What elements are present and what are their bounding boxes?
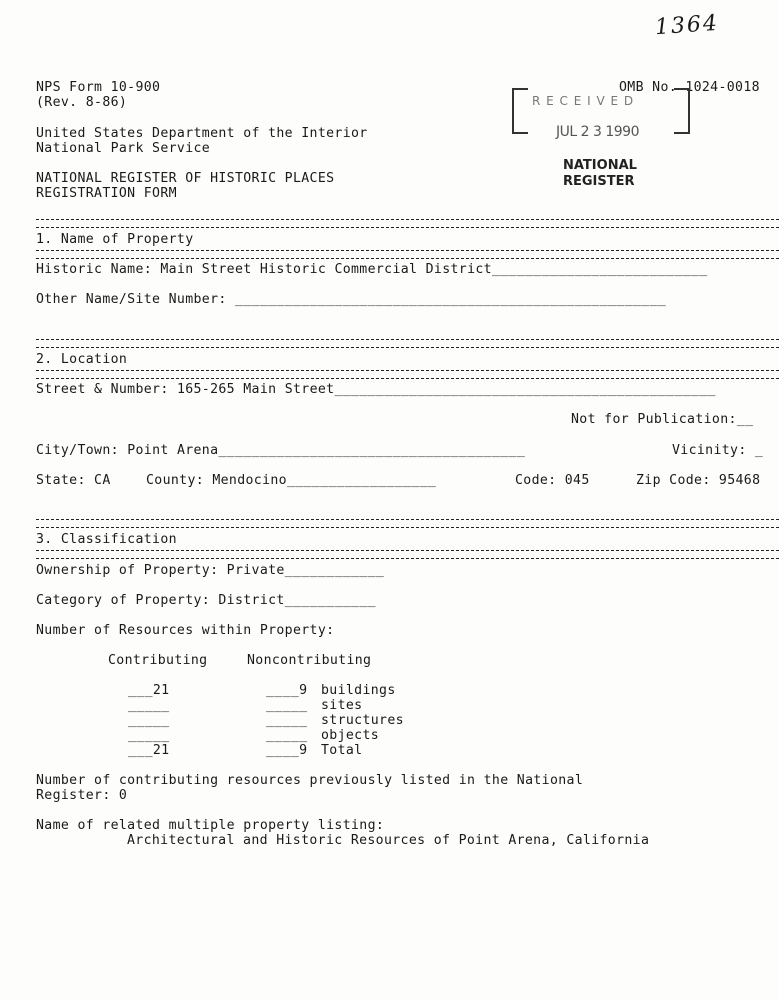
zip-label: Zip Code: <box>636 473 711 488</box>
stamp-national: NATIONAL <box>563 158 637 173</box>
resources-label: Number of Resources within Property: <box>36 623 335 638</box>
related-listing-label: Name of related multiple property listing: <box>36 818 385 833</box>
section-divider <box>36 250 779 259</box>
resource-type: Total <box>321 743 363 758</box>
noncontributing-count: _____ <box>266 713 308 728</box>
omb-number: OMB No. 1024-0018 <box>619 80 760 95</box>
section-divider <box>36 370 779 379</box>
contributing-count: _____ <box>128 698 170 713</box>
contributing-count: ___21 <box>128 683 170 698</box>
contributing-count: _____ <box>128 728 170 743</box>
zip-value: 95468 <box>718 473 761 488</box>
stamp-bracket-right <box>674 88 690 134</box>
section-3-heading: 3. Classification <box>36 532 177 547</box>
historic-name-label: Historic Name: <box>36 262 153 277</box>
street-label: Street & Number: <box>36 382 169 397</box>
not-for-publication: Not for Publication:__ <box>571 412 754 427</box>
stamp-bracket-left <box>512 88 528 134</box>
county-value: Mendocino <box>212 473 287 488</box>
street-value: 165-265 Main Street <box>176 382 335 397</box>
zip-field-clip <box>636 473 779 491</box>
column-contributing: Contributing <box>108 653 208 668</box>
column-noncontributing: Noncontributing <box>247 653 372 668</box>
form-revision: (Rev. 8-86) <box>36 95 128 110</box>
city-label: City/Town: <box>36 443 119 458</box>
state-field <box>36 473 111 489</box>
form-number: NPS Form 10-900 <box>36 80 161 95</box>
contributing-count: ___21 <box>128 743 170 758</box>
resource-type: buildings <box>321 683 396 698</box>
city-value: Point Arena <box>127 443 219 458</box>
zip-field <box>636 473 760 489</box>
section-divider <box>36 519 779 528</box>
handwritten-number: 1364 <box>654 10 720 41</box>
category-field: Category of Property: District___________ <box>36 593 376 608</box>
register-title: NATIONAL REGISTER OF HISTORIC PLACES <box>36 171 335 186</box>
vicinity-field: Vicinity: _ <box>672 443 764 458</box>
section-1-heading: 1. Name of Property <box>36 232 194 247</box>
street-field: Street & Number: 165-265 Main Street______________________________________________ <box>36 382 716 397</box>
resource-type: objects <box>321 728 380 743</box>
historic-name-value: Main Street Historic Commercial District <box>160 262 492 277</box>
section-2-heading: 2. Location <box>36 352 128 367</box>
section-divider <box>36 550 779 559</box>
other-name-field: Other Name/Site Number: ____________________________________________________ <box>36 292 667 307</box>
historic-name-field: Historic Name: Main Street Historic Commercial District__________________________ <box>36 262 708 277</box>
service-name: National Park Service <box>36 141 211 156</box>
city-field: City/Town: Point Arena_____________________________________ <box>36 443 526 458</box>
resource-type: structures <box>321 713 404 728</box>
stamp-received-text: R E C E I V E D <box>532 94 635 108</box>
noncontributing-count: ____9 <box>266 683 308 698</box>
code-value: 045 <box>564 473 590 488</box>
state-label: State: <box>36 473 86 488</box>
section-divider <box>36 219 779 228</box>
category-value: District <box>218 593 285 608</box>
county-label: County: <box>146 473 205 488</box>
form-title: REGISTRATION FORM <box>36 186 177 201</box>
section-divider <box>36 339 779 348</box>
noncontributing-count: _____ <box>266 698 308 713</box>
other-name-label: Other Name/Site Number: <box>36 292 227 307</box>
contributing-count: _____ <box>128 713 170 728</box>
related-listing-value: Architectural and Historic Resources of Point Arena, California <box>127 833 650 848</box>
stamp-date: JUL 2 3 1990 <box>556 124 639 140</box>
category-label: Category of Property: <box>36 593 211 608</box>
resource-type: sites <box>321 698 363 713</box>
noncontributing-count: _____ <box>266 728 308 743</box>
previously-listed-line-2: Register: 0 <box>36 788 128 803</box>
state-value: CA <box>94 473 111 488</box>
previously-listed-line-1: Number of contributing resources previously listed in the National <box>36 773 584 788</box>
noncontributing-count: ____9 <box>266 743 308 758</box>
county-field: County: Mendocino__________________ <box>146 473 437 488</box>
code-label: Code: <box>515 473 557 488</box>
ownership-field: Ownership of Property: Private____________ <box>36 563 385 578</box>
department-name: United States Department of the Interior <box>36 126 368 141</box>
ownership-value: Private <box>226 563 285 578</box>
code-field <box>515 473 590 489</box>
ownership-label: Ownership of Property: <box>36 563 219 578</box>
stamp-register: REGISTER <box>563 174 635 189</box>
